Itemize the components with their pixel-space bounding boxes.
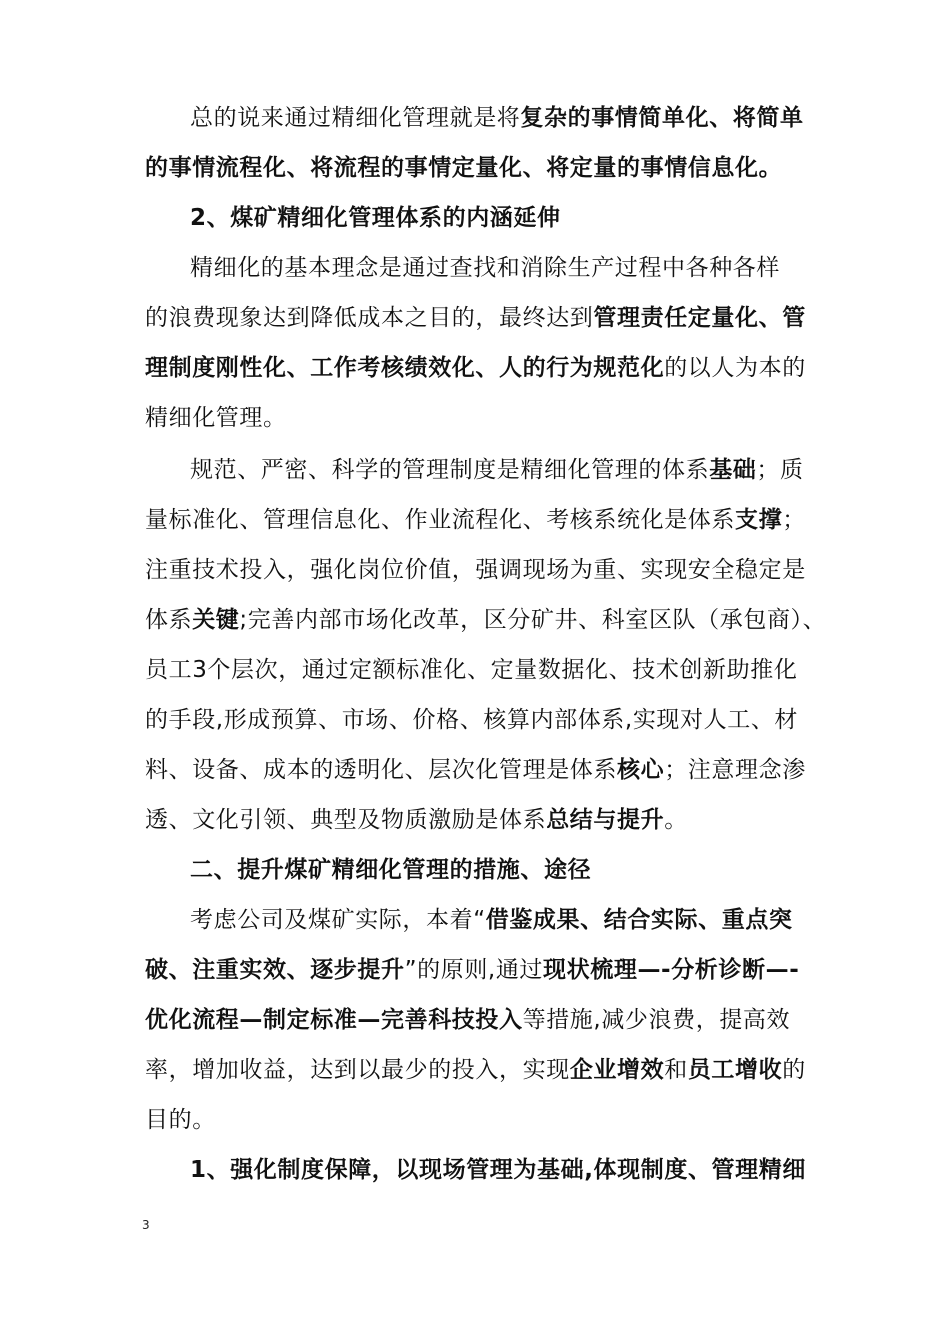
text-line <box>145 652 815 688</box>
text-run: 考虑公司及煤矿实际，本着“ <box>190 907 486 933</box>
text-run: 的 <box>782 1057 806 1083</box>
text-line <box>145 502 815 538</box>
text-line <box>190 1152 815 1188</box>
text-run: 注重技术投入，强化岗位价值，强调现场为重、实现安全稳定是 <box>145 557 806 583</box>
bold-text-run: 企业增效 <box>569 1057 665 1083</box>
text-run: ；注意理念渗 <box>664 757 806 783</box>
text-run: ”的原则,通过 <box>404 957 544 983</box>
text-run: 精细化管理。 <box>145 405 287 431</box>
bold-text-run: 优化流程—制定标准—完善科技投入 <box>145 1007 523 1033</box>
text-line <box>190 452 815 488</box>
bold-text-run: 理制度刚性化、工作考核绩效化、人的行为规范化 <box>145 355 665 381</box>
text-run: ;完善内部市场化改革，区分矿井、科室区队（承包商）、 <box>239 607 827 633</box>
text-run: 。 <box>664 807 688 833</box>
text-line <box>145 952 815 988</box>
text-line <box>190 852 815 888</box>
bold-text-run: 员工增收 <box>687 1057 783 1083</box>
text-run: 目的。 <box>145 1107 216 1133</box>
text-line <box>145 1002 815 1038</box>
text-run: ；质 <box>756 457 804 483</box>
text-run: 和 <box>664 1057 688 1083</box>
text-run: 透、文化引领、典型及物质激励是体系 <box>145 807 547 833</box>
bold-text-run: 借鉴成果、结合实际、重点突 <box>485 907 793 933</box>
text-line <box>190 100 815 136</box>
bold-text-run: 二、提升煤矿精细化管理的措施、途径 <box>190 857 592 883</box>
text-run: 的手段,形成预算、市场、价格、核算内部体系,实现对人工、材 <box>145 707 799 733</box>
text-run: 率，增加收益，达到以最少的投入，实现 <box>145 1057 570 1083</box>
text-run: ； <box>782 507 806 533</box>
bold-text-run: 关键 <box>192 607 240 633</box>
bold-text-run: 总结与提升 <box>546 807 665 833</box>
text-line <box>145 1052 815 1088</box>
text-line <box>190 250 815 286</box>
text-line <box>145 802 815 838</box>
bold-text-run: 现状梳理—-分析诊断—- <box>543 957 800 983</box>
text-run: 规范、严密、科学的管理制度是精细化管理的体系 <box>190 457 710 483</box>
text-line <box>190 902 815 938</box>
text-run: 量标准化、管理信息化、作业流程化、考核系统化是体系 <box>145 507 735 533</box>
bold-text-run: 支撑 <box>735 507 783 533</box>
text-run: 等措施,减少浪费，提高效 <box>522 1007 791 1033</box>
text-line <box>190 200 815 236</box>
bold-text-run: 1、强化制度保障，以现场管理为基础,体现制度、管理精细 <box>190 1157 806 1183</box>
text-run: 员工3个层次，通过定额标准化、定量数据化、技术创新助推化 <box>145 657 798 683</box>
text-run: 体系 <box>145 607 193 633</box>
text-line <box>145 552 815 588</box>
text-line <box>145 702 815 738</box>
bold-text-run: 的事情流程化、将流程的事情定量化、将定量的事情信息化。 <box>145 155 783 181</box>
bold-text-run: 2、煤矿精细化管理体系的内涵延伸 <box>190 205 561 231</box>
text-line <box>145 150 815 186</box>
bold-text-run: 管理责任定量化、管 <box>593 305 806 331</box>
text-line <box>145 300 815 336</box>
text-line <box>145 1102 815 1138</box>
text-line <box>145 602 827 638</box>
text-run: 的以人为本的 <box>664 355 806 381</box>
text-line <box>145 400 815 436</box>
text-run: 总的说来通过精细化管理就是将 <box>190 105 521 131</box>
page-number: 3 <box>142 1218 150 1232</box>
text-line <box>145 350 815 386</box>
text-run: 料、设备、成本的透明化、层次化管理是体系 <box>145 757 617 783</box>
text-run: 精细化的基本理念是通过查找和消除生产过程中各种各样 <box>190 255 780 281</box>
bold-text-run: 基础 <box>709 457 757 483</box>
text-line <box>145 752 815 788</box>
text-run: 的浪费现象达到降低成本之目的，最终达到 <box>145 305 594 331</box>
bold-text-run: 复杂的事情简单化、将简单 <box>520 105 804 131</box>
bold-text-run: 核心 <box>617 757 665 783</box>
bold-text-run: 破、注重实效、逐步提升 <box>145 957 405 983</box>
